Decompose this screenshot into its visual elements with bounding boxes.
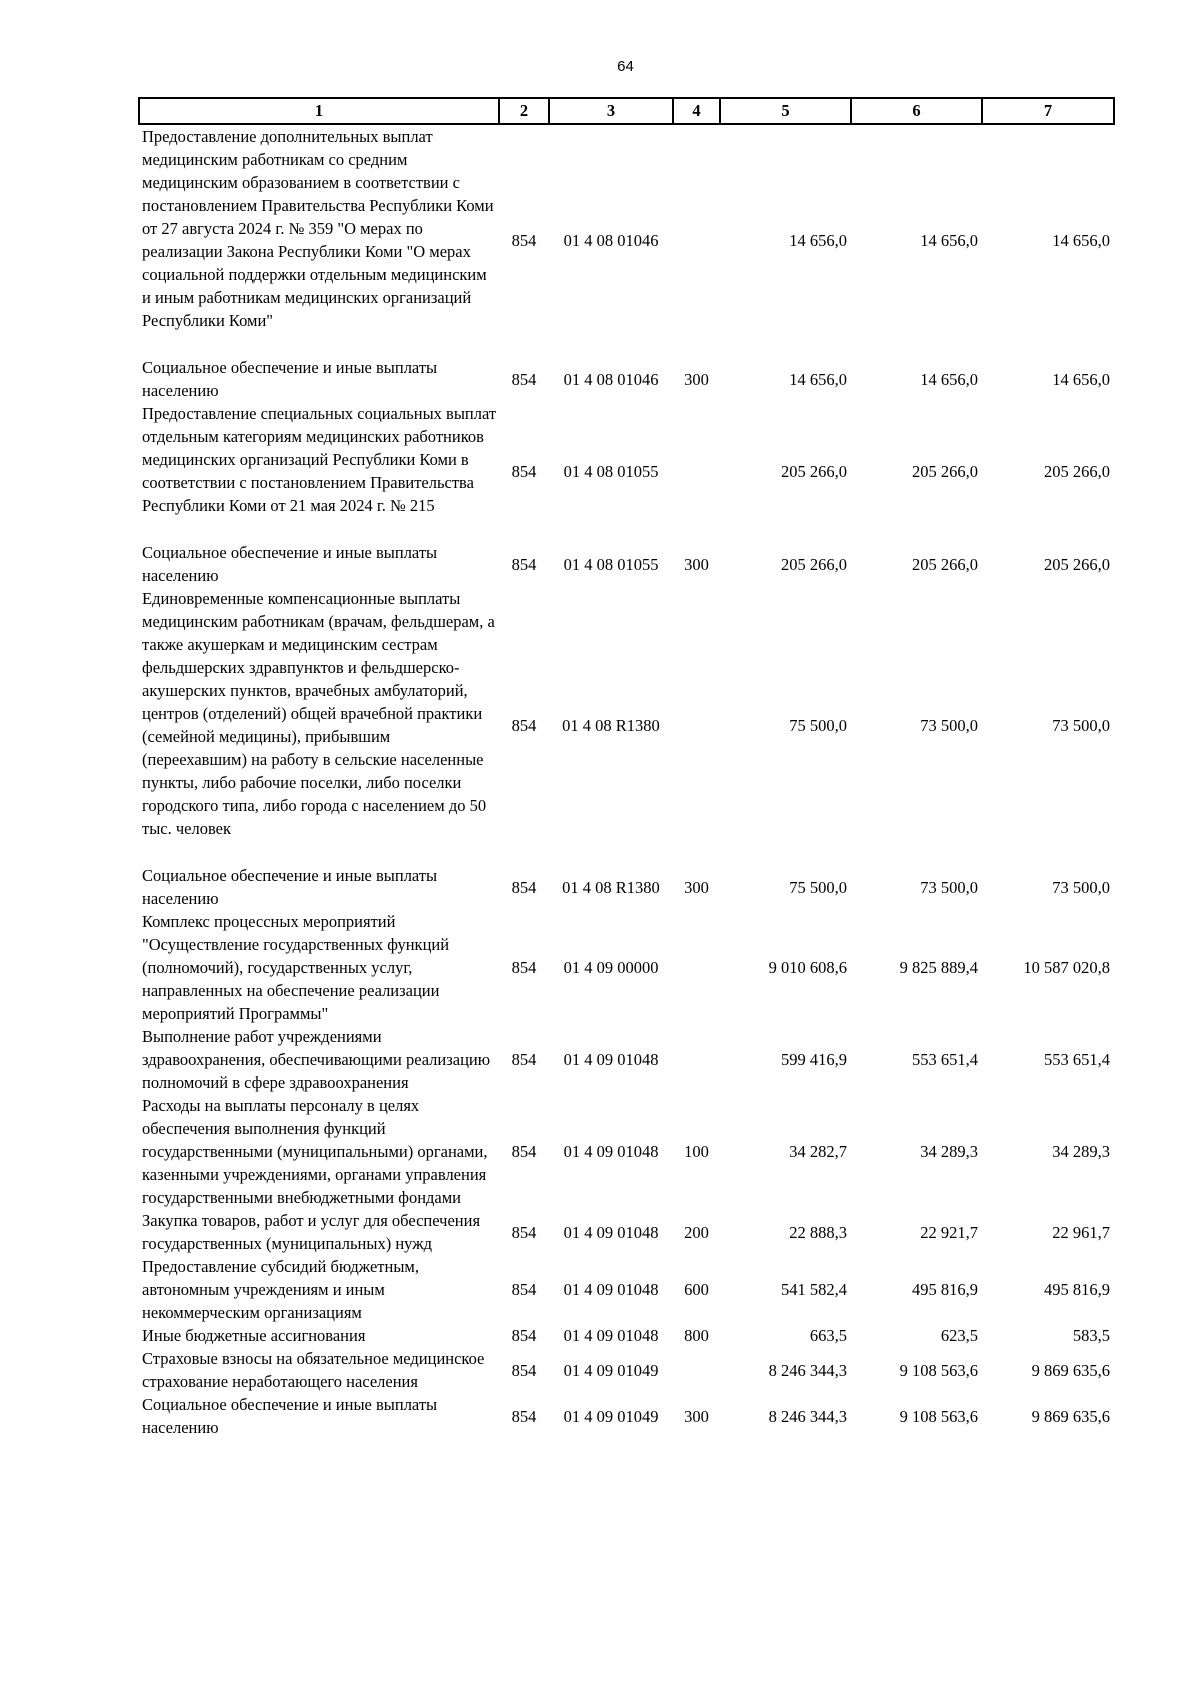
amount-col-5: 8 246 344,3	[768, 1360, 847, 1380]
amount-col-6: 9 108 563,6	[899, 1406, 978, 1426]
header-cell-6: 6	[851, 98, 982, 124]
amount-col-7: 9 869 635,6	[1031, 1360, 1110, 1380]
amount-col-7: 9 869 635,6	[1031, 1406, 1110, 1426]
table-row	[139, 910, 1114, 1025]
target-article-code: 01 4 08 R1380	[562, 877, 660, 897]
table-row	[139, 587, 1114, 864]
amount-col-7: 14 656,0	[1052, 369, 1110, 389]
amount-col-5: 14 656,0	[789, 231, 847, 250]
amount-col-5: 9 010 608,6	[768, 958, 847, 977]
ministry-code: 854	[511, 877, 537, 897]
amount-col-6: 9 108 563,6	[899, 1360, 978, 1380]
header-row	[139, 98, 1114, 124]
amount-col-6: 73 500,0	[920, 716, 978, 735]
expense-type-code: 600	[684, 1280, 709, 1299]
amount-col-7: 583,5	[1072, 1326, 1110, 1345]
amount-col-6: 14 656,0	[920, 231, 978, 250]
expense-type-code: 300	[684, 877, 709, 897]
row-name: Расходы на выплаты персоналу в целях обеспечения выполнения функций государственными (муниципальными) органами, казенными учреждениями, органами управления государственными внебюджетными фондами	[142, 1096, 488, 1207]
ministry-code: 854	[511, 462, 537, 481]
header-cell-7: 7	[982, 98, 1114, 124]
table-row	[139, 402, 1114, 541]
amount-col-7: 10 587 020,8	[1023, 958, 1110, 977]
row-name: Предоставление субсидий бюджетным, автономным учреждениям и иным некоммерческим организациям	[142, 1257, 419, 1322]
amount-col-7: 73 500,0	[1052, 877, 1110, 897]
budget-table	[138, 97, 1115, 1439]
amount-col-5: 599 416,9	[781, 1050, 847, 1069]
expense-type-code: 300	[684, 369, 709, 389]
amount-col-6: 22 921,7	[920, 1222, 978, 1242]
amount-col-5: 34 282,7	[789, 1142, 847, 1161]
table-row	[139, 1347, 1114, 1393]
target-article-code: 01 4 08 01055	[563, 554, 659, 574]
header-cell-5: 5	[720, 98, 851, 124]
amount-col-6: 623,5	[940, 1326, 978, 1345]
row-name: Социальное обеспечение и иные выплаты населению	[142, 358, 438, 400]
amount-col-5: 75 500,0	[789, 716, 847, 735]
amount-col-5: 75 500,0	[789, 877, 847, 897]
amount-col-6: 553 651,4	[912, 1050, 978, 1069]
row-name: Страховые взносы на обязательное медицинское страхование неработающего населения	[142, 1349, 485, 1391]
table-row	[139, 124, 1114, 356]
amount-col-5: 22 888,3	[789, 1222, 847, 1242]
target-article-code: 01 4 08 R1380	[562, 716, 660, 735]
target-article-code: 01 4 09 01048	[563, 1326, 659, 1345]
row-name: Закупка товаров, работ и услуг для обеспечения государственных (муниципальных) нужд	[142, 1211, 481, 1253]
header-cell-3: 3	[549, 98, 673, 124]
expense-type-code	[673, 1025, 720, 1094]
ministry-code: 854	[511, 1222, 537, 1242]
row-name: Выполнение работ учреждениями здравоохранения, обеспечивающими реализацию полномочий в сфере здравоохранения	[142, 1027, 491, 1092]
amount-col-7: 34 289,3	[1052, 1142, 1110, 1161]
row-name: Предоставление дополнительных выплат медицинским работникам со средним медицинским образованием в соответствии с постановлением Правительства Республики Коми от 27 августа 2024 г. № 359 "О мерах по реализации Закона Республики Коми "О мерах социальной поддержки отдельным медицинским и иным работникам медицинских организаций Республики Коми"	[142, 127, 494, 330]
table-row	[139, 541, 1114, 587]
expense-type-code	[673, 402, 720, 541]
amount-col-6: 34 289,3	[920, 1142, 978, 1161]
expense-type-code	[673, 1347, 720, 1393]
amount-col-6: 205 266,0	[912, 462, 978, 481]
row-name: Социальное обеспечение и иные выплаты населению	[142, 543, 438, 585]
row-name: Единовременные компенсационные выплаты медицинским работникам (врачам, фельдшерам, а также акушеркам и медицинским сестрам фельдшерских здравпунктов и фельдшерско-акушерских пунктов, врачебных амбулаторий, центров (отделений) общей врачебной практики (семейной медицины), прибывшим (переехавшим) на работу в сельские населенные пункты, либо рабочие поселки, либо поселки городского типа, либо города с населением до 50 тыс. человек	[142, 589, 495, 838]
expense-type-code	[673, 124, 720, 356]
target-article-code: 01 4 09 01049	[563, 1360, 659, 1380]
ministry-code: 854	[511, 231, 537, 250]
target-article-code: 01 4 09 01049	[563, 1406, 659, 1426]
amount-col-6: 14 656,0	[920, 369, 978, 389]
target-article-code: 01 4 09 01048	[563, 1280, 659, 1299]
amount-col-6: 73 500,0	[920, 877, 978, 897]
expense-type-code	[673, 910, 720, 1025]
table-row	[139, 1255, 1114, 1324]
header-cell-4: 4	[673, 98, 720, 124]
table-row	[139, 1025, 1114, 1094]
ministry-code: 854	[511, 1280, 537, 1299]
ministry-code: 854	[511, 958, 537, 977]
target-article-code: 01 4 09 00000	[563, 958, 659, 977]
table-row	[139, 1209, 1114, 1255]
expense-type-code: 300	[684, 554, 709, 574]
table-row	[139, 1393, 1114, 1439]
amount-col-7: 495 816,9	[1044, 1280, 1110, 1299]
ministry-code: 854	[511, 716, 537, 735]
ministry-code: 854	[511, 1050, 537, 1069]
row-name: Социальное обеспечение и иные выплаты населению	[142, 1395, 438, 1437]
row-name: Иные бюджетные ассигнования	[142, 1326, 366, 1345]
amount-col-7: 73 500,0	[1052, 716, 1110, 735]
amount-col-6: 205 266,0	[912, 554, 978, 574]
target-article-code: 01 4 08 01046	[563, 369, 659, 389]
amount-col-5: 8 246 344,3	[768, 1406, 847, 1426]
amount-col-6: 495 816,9	[912, 1280, 978, 1299]
expense-type-code: 800	[684, 1326, 709, 1345]
amount-col-5: 541 582,4	[781, 1280, 847, 1299]
amount-col-7: 14 656,0	[1052, 231, 1110, 250]
target-article-code: 01 4 09 01048	[563, 1050, 659, 1069]
amount-col-5: 663,5	[809, 1326, 847, 1345]
target-article-code: 01 4 08 01046	[563, 231, 659, 250]
table-row	[139, 864, 1114, 910]
table-row	[139, 1094, 1114, 1209]
header-cell-1: 1	[139, 98, 499, 124]
amount-col-7: 22 961,7	[1052, 1222, 1110, 1242]
target-article-code: 01 4 09 01048	[563, 1222, 659, 1242]
header-cell-2: 2	[499, 98, 549, 124]
target-article-code: 01 4 08 01055	[563, 462, 659, 481]
page-number: 64	[617, 58, 634, 75]
amount-col-5: 205 266,0	[781, 462, 847, 481]
ministry-code: 854	[511, 1406, 537, 1426]
ministry-code: 854	[511, 554, 537, 574]
table-row	[139, 356, 1114, 402]
ministry-code: 854	[511, 1360, 537, 1380]
row-name: Социальное обеспечение и иные выплаты населению	[142, 866, 438, 908]
ministry-code: 854	[511, 1142, 537, 1161]
ministry-code: 854	[511, 1326, 537, 1345]
amount-col-5: 14 656,0	[789, 369, 847, 389]
amount-col-7: 553 651,4	[1044, 1050, 1110, 1069]
expense-type-code	[673, 587, 720, 864]
target-article-code: 01 4 09 01048	[563, 1142, 659, 1161]
row-name: Комплекс процессных мероприятий "Осуществление государственных функций (полномочий), государственных услуг, направленных на обеспечение реализации мероприятий Программы"	[142, 912, 450, 1023]
amount-col-6: 9 825 889,4	[899, 958, 978, 977]
ministry-code: 854	[511, 369, 537, 389]
expense-type-code: 100	[684, 1142, 709, 1161]
amount-col-7: 205 266,0	[1044, 462, 1110, 481]
row-name: Предоставление специальных социальных выплат отдельным категориям медицинских работников медицинских организаций Республики Коми в соответствии с постановлением Правительства Республики Коми от 21 мая 2024 г. № 215	[142, 404, 497, 515]
amount-col-5: 205 266,0	[781, 554, 847, 574]
expense-type-code: 300	[684, 1406, 709, 1426]
table-row	[139, 1324, 1114, 1347]
expense-type-code: 200	[684, 1222, 709, 1242]
amount-col-7: 205 266,0	[1044, 554, 1110, 574]
